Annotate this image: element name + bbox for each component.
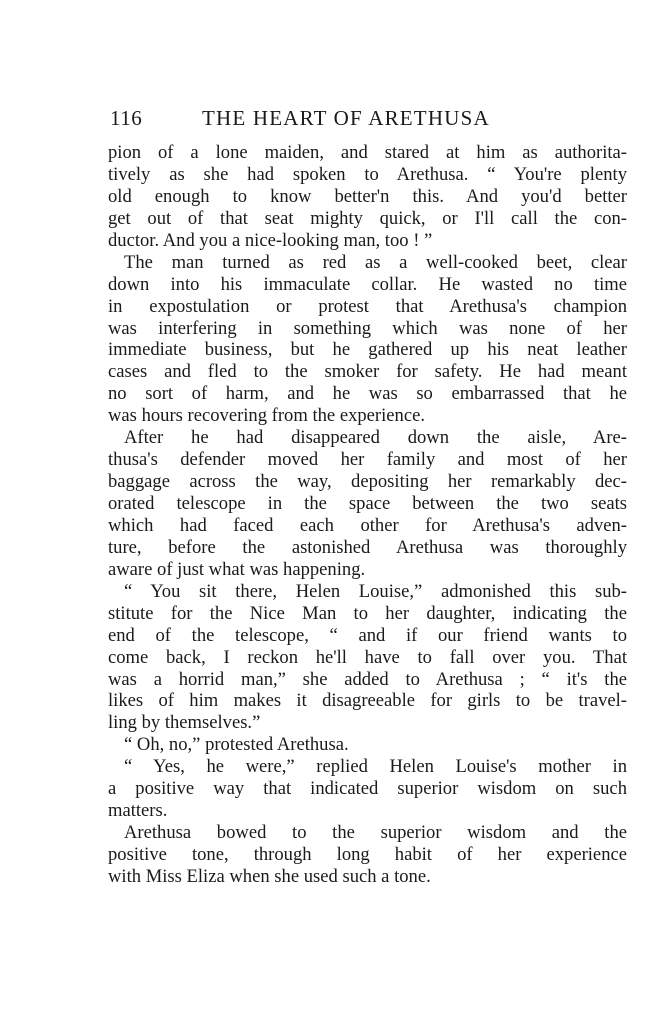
- text-line: tively as she had spoken to Arethusa. “ You're plenty: [108, 163, 627, 185]
- text-line: old enough to know better'n this. And you'd better: [108, 185, 627, 207]
- paragraph: [108, 427, 627, 581]
- body-text: [108, 142, 627, 888]
- paragraph: [108, 734, 627, 756]
- paragraph: [108, 822, 627, 888]
- text-line: was interfering in something which was none of her: [108, 317, 627, 339]
- text-line: with Miss Eliza when she used such a tone.: [108, 865, 431, 887]
- text-line: ductor. And you a nice-looking man, too ! ”: [108, 229, 433, 251]
- text-line: Arethusa bowed to the superior wisdom and the: [124, 822, 627, 844]
- text-line: thusa's defender moved her family and most of her: [108, 449, 627, 471]
- text-line: get out of that seat mighty quick, or I'll call the con-: [108, 207, 627, 229]
- page-number: 116: [110, 106, 143, 130]
- text-line: stitute for the Nice Man to her daughter, indicating the: [108, 602, 627, 624]
- text-line: in expostulation or protest that Arethusa's champion: [108, 295, 627, 317]
- running-header: [110, 106, 630, 134]
- text-line: down into his immaculate collar. He wasted no time: [108, 273, 627, 295]
- text-line: was hours recovering from the experience.: [108, 405, 425, 427]
- paragraph: [108, 756, 627, 822]
- text-line: ture, before the astonished Arethusa was thoroughly: [108, 536, 627, 558]
- text-line: “ Oh, no,” protested Arethusa.: [124, 734, 349, 756]
- text-line: “ You sit there, Helen Louise,” admonished this sub-: [124, 580, 627, 602]
- text-line: a positive way that indicated superior wisdom on such: [108, 778, 627, 800]
- text-line: end of the telescope, “ and if our friend wants to: [108, 624, 627, 646]
- text-line: After he had disappeared down the aisle, Are-: [124, 427, 627, 449]
- text-line: which had faced each other for Arethusa's adven-: [108, 514, 627, 536]
- text-line: immediate business, but he gathered up his neat leather: [108, 339, 627, 361]
- text-line: orated telescope in the space between the two seats: [108, 493, 627, 514]
- text-line: positive tone, through long habit of her experience: [108, 844, 627, 865]
- text-line: cases and fled to the smoker for safety. He had meant: [108, 361, 627, 383]
- text-line: come back, I reckon he'll have to fall over you. That: [108, 646, 627, 668]
- paragraph: [108, 142, 627, 252]
- text-line: ling by themselves.”: [108, 712, 261, 734]
- text-line: The man turned as red as a well-cooked beet, clear: [124, 251, 627, 273]
- text-line: “ Yes, he were,” replied Helen Louise's mother in: [124, 756, 627, 778]
- text-line: matters.: [108, 800, 168, 822]
- text-line: was a horrid man,” she added to Arethusa ; “ it's the: [108, 668, 627, 690]
- paragraph: [108, 252, 627, 428]
- text-line: likes of him makes it disagreeable for girls to be travel-: [108, 690, 627, 712]
- text-line: baggage across the way, depositing her remarkably dec-: [108, 471, 627, 493]
- running-title: THE HEART OF ARETHUSA: [202, 106, 490, 130]
- paragraph: [108, 581, 627, 735]
- text-line: aware of just what was happening.: [108, 558, 366, 580]
- text-line: no sort of harm, and he was so embarrassed that he: [108, 383, 627, 405]
- text-line: pion of a lone maiden, and stared at him as authorita-: [108, 142, 627, 163]
